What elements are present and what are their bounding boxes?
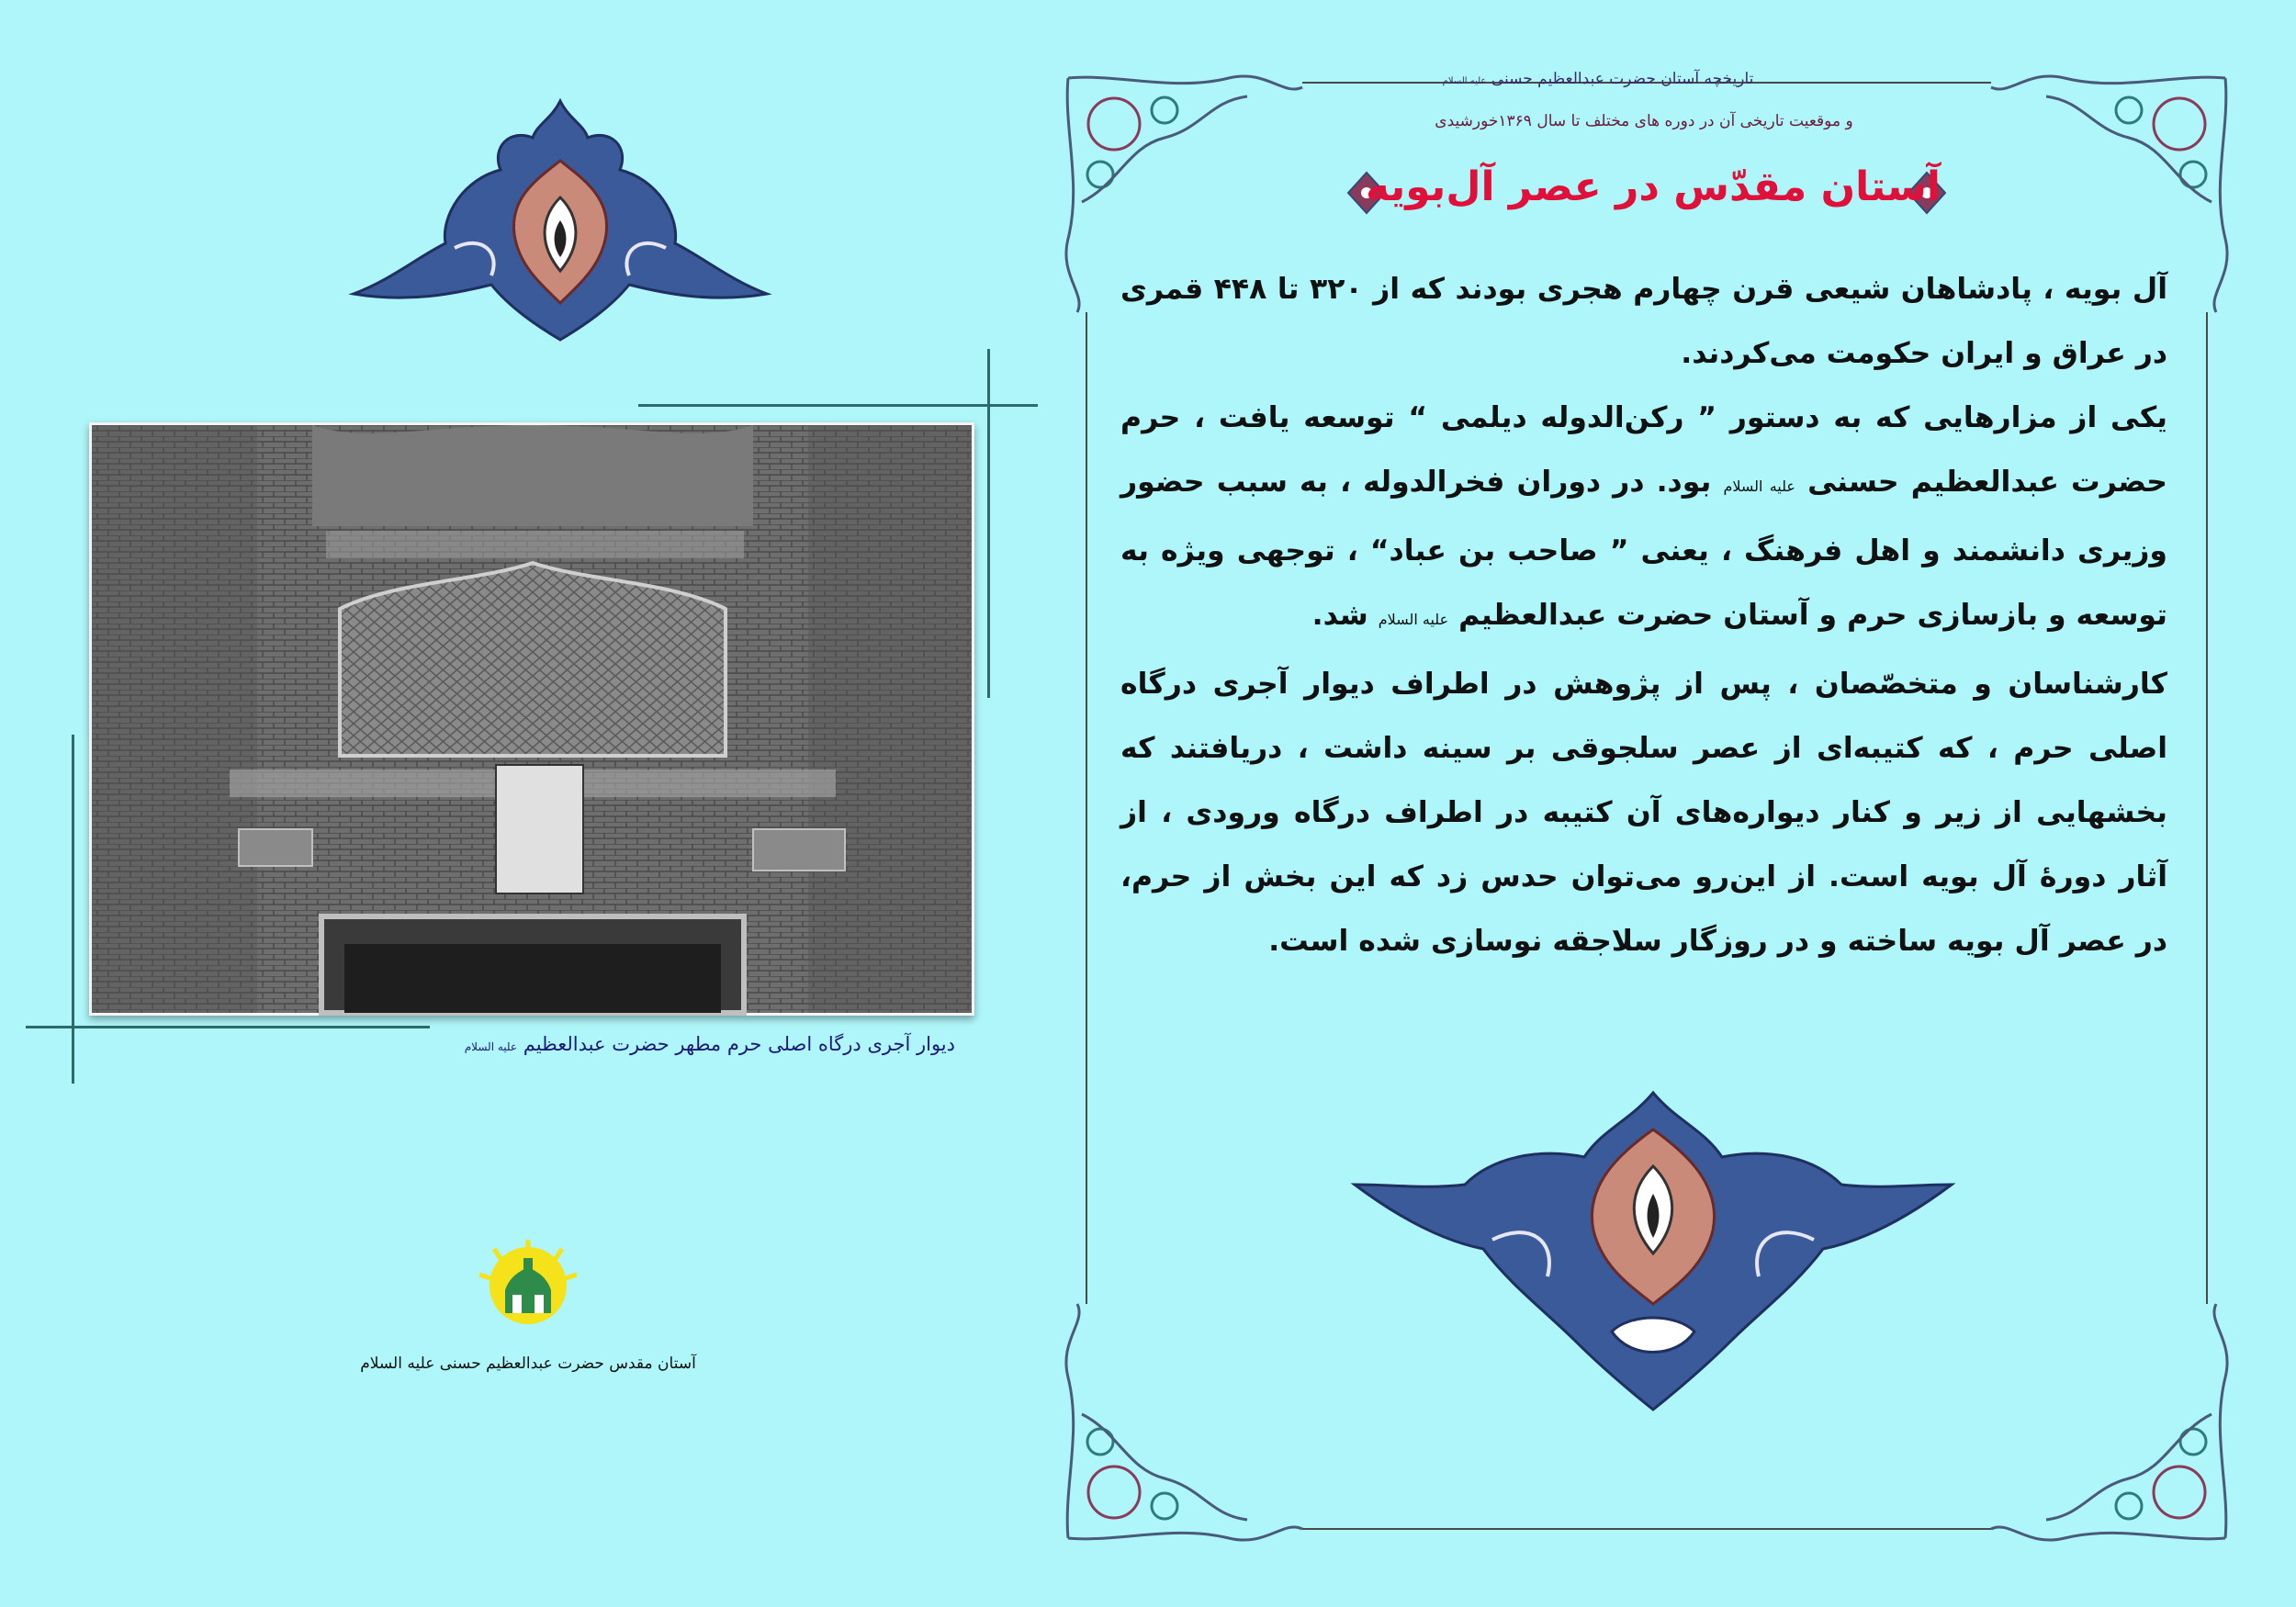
paragraph-2 — [1120, 386, 2167, 652]
header-line1: تاریخچه آستان حضرت عبدالعظیم حسنی — [1491, 70, 1754, 88]
caption-text: دیوار آجری درگاه اصلی حرم مطهر حضرت عبدالعظیم — [523, 1033, 955, 1055]
caption-honorific: علیه السلام — [464, 1040, 518, 1053]
page-title: آستان مقدّس در عصر آل‌بویه — [1366, 163, 1941, 210]
honorific: علیه السلام — [1378, 611, 1449, 628]
header-subtitle-line: و موقعیت تاریخی آن در دوره های مختلف تا سال ۱۳۶۹خورشیدی — [1435, 112, 1853, 130]
paragraph-2-part-c: شد. — [1311, 599, 1368, 632]
arabesque-ornament-bottom — [1355, 1065, 1952, 1414]
paragraph-1: آل بویه ، پادشاهان شیعی قرن چهارم هجری بودند که از ۳۲۰ تا ۴۴۸ قمری در عراق و ایران حکومت می‌کردند. — [1120, 273, 2167, 370]
paragraph-3: کارشناسان و متخصّصان ، پس از پژوهش در اطراف دیوار آجری درگاه اصلی حرم ، که کتیبه‌ای از عصر سلجوقی بر سینه داشت ، دریافتند که بخشهایی از زیر و کنار دیواره‌های آن کتیبه در اطراف درگاه ورودی ، از آثار دورۀ آل بویه است. از این‌رو می‌توان حدس زد که این بخش از حرم، در عصر آل بویه ساخته و در روزگار سلاجقه نوسازی شده است. — [1120, 668, 2167, 958]
honorific: علیه السلام — [1723, 478, 1795, 495]
logo-calligraphy-text: آستان مقدس حضرت عبدالعظیم حسنی علیه السلام — [360, 1354, 696, 1373]
header-line1-honorific: علیه السلام — [1442, 76, 1487, 86]
decorative-line — [72, 735, 74, 1084]
photo-caption — [432, 1033, 955, 1055]
paragraph-2-part-a: یکی از مزارهایی که به دستور ” رکن‌الدوله دیلمی “ توسعه یافت ، حرم حضرت عبدالعظیم حسنی — [1120, 401, 2168, 499]
astan-logo — [360, 1240, 696, 1410]
paragraph-2-part-b: بود. در دوران فخرالدوله ، به سبب حضور وزیری دانشمند و اهل فرهنگ ، یعنی ” صاحب بن عباد“ ، توجهی ویژه به توسعه و بازسازی حرم و آستان حضرت عبدالعظیم — [1120, 466, 2167, 632]
body-text — [1120, 257, 2167, 973]
arabesque-ornament-top — [354, 96, 767, 344]
decorative-line — [638, 404, 1038, 407]
shrine-portal-photo — [89, 422, 974, 1016]
header-history-line — [1359, 70, 1837, 88]
decorative-line — [26, 1026, 430, 1028]
decorative-line — [987, 349, 990, 698]
